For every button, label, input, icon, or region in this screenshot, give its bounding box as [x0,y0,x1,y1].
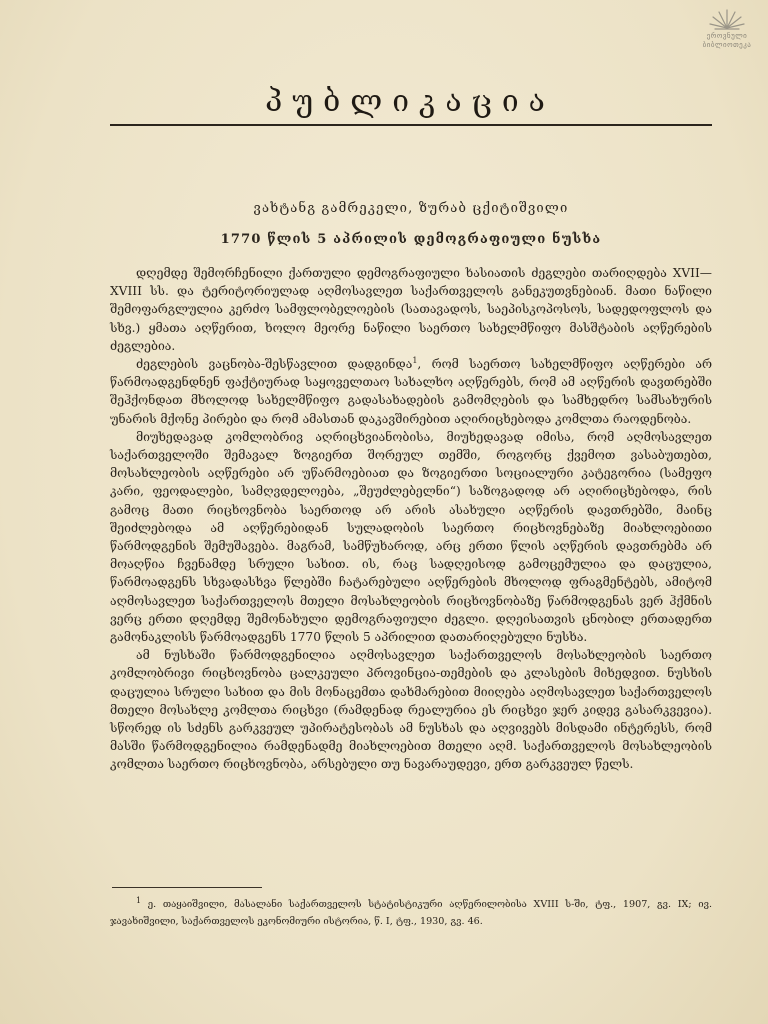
footnote [110,896,712,930]
paragraph-text: ძეგლების ვაცნობა-შესწავლით დადგინდა [136,357,413,372]
paragraph-text: მიუხედავად კომლობრივ აღრიცხვიანობისა, მიუხედავად იმისა, რომ აღმოსავლეთ საქართველოში შემავალ ზოგიერთ შორეულ თემში, როგორც ქვემოთ ვასაბუთებთ, მოსახლეობის აღწერები არ უწარმოებიათ და ზოგიერთი სოციალური კატეგორია (სამეფო კარი, ფეოდალები, სამღვდელოება, „შეუძლებელნი“) საზოგადოდ არ აღირიცხებოდა, რის გამოც მათი რიცხოვნობა საერთოდ არ არის ასახული აღწერის დავთრებში, მაინც შეიძლებოდა ამ აღწერებიდან სულადობის საერთო რიცხოვნებაზე მიახლოებითი წარმოდგენის შემუშავება. მაგრამ, სამწუხაროდ, არც ერთი წლის აღწერის დავთრებმა არ მოაღწია ჩვენამდე სრული სახით. ის, რაც სადღეისოდ გამოცემულია და დაცულია, წარმოადგენს სხვადასხვა წლებში ჩატარებული აღწერების მხოლოდ ფრაგმენტებს, ამიტომ აღმოსავლეთ საქართველოს მთელი მოსახლეობის რიცხოვნობაზე წარმოდგენას ვერ ჰქმნის ვერც ერთი დღემდე შემონახული დემოგრაფიული ძეგლი. დღეისათვის ცნობილ ერთადერთ გამონაკლისს წარმოადგენს 1770 წლის 5 აპრილით დათარიღებული ნუსხა. [110,429,712,645]
section-heading: პუბლიკაცია [265,84,555,119]
stamp-line-2: ბიბლიოთეკა [702,41,752,49]
footnote-text: ე. თაყაიშვილი, მასალანი საქართველოს სტატისტიკური აღწერილობისა XVIII ს-ში, ტფ., 1907, გვ. IX; ივ. ჯავახიშვილი, საქართველოს ეკონომიური ისტორია, წ. I, ტფ., 1930, გვ. 46. [110,899,712,927]
stamp-line-1: ეროვნული [706,32,748,40]
paragraph-text: დღემდე შემორჩენილი ქართული დემოგრაფიული ხასიათის ძეგლები თარიღდება XVII—XVIII სს. და ტერიტორიულად აღმოსავლეთ საქართველოს განეკუთვნებიან. მათი ნაწილი შემოფარგლულია კერძო სამფლობელოების (სათავადოს, საეპისკოპოსოს, სადედოფლოს და სხვ.) ყმათა აღწერით, ხოლო მეორე ნაწილი საერთო სახელმწიფო მასშტაბის აღწერების ძეგლებია. [110,266,712,353]
paragraph-text: , რომ საერთო სახელმწიფო აღწერები არ წარმოადგენდნენ ფაქტიურად საყოველთაო სახალხო აღწერებს, რომ ამ აღწერის დავთრებში შეჰქონდათ მხოლოდ სახელმწიფო გადასახადების გამომღების და სამხედრო სამსახურის უნარის მქონე პირები და რომ ამასთან დაკავშირებით აღირიცხებოდა კომლთა რაოდენობა. [110,357,712,426]
paragraph-2 [110,355,712,428]
heading-divider [110,124,712,126]
library-logo-icon [707,2,747,32]
article-title: 1770 წლის 5 აპრილის დემოგრაფიული ნუსხა [220,232,602,247]
paragraph-text: ამ ნუსხაში წარმოდგენილია აღმოსავლეთ საქართველოს მოსახლეობის საერთო კომლობრივი რიცხოვნობა ცალკეული პროვინცია-თემების და კლასების მიხედვით. ნუსხის დაცულია სრული სახით და მის მონაცემთა დახმარებით მიიღება აღმოსავლეთ საქართველოს მთელი მოსახლე კომლთა რიცხვი (რამდენად რეალურია ეს რიცხვი ჯერ კიდევ გასარკვევია). სწორედ ის სძენს გარკვეულ უპირატესობას ამ ნუსხას და აღვივებს მისდამი ინტერესს, რომ მასში წარმოდგენილია რამდენადმე მიახლოებით მთელი აღმ. საქართველოს მოსახლეობის კომლთა საერთო რიცხოვნობა, არსებული თუ ნავარაუდევი, ერთ გარკვეულ წელს. [110,648,712,772]
library-stamp [694,2,760,56]
paragraph-4 [110,646,712,773]
article-authors: ვახტანგ გამრეკელი, ზურაბ ცქიტიშვილი [253,201,569,216]
paragraph-3 [110,428,712,646]
article-body [110,264,712,774]
footnote-reference[interactable]: 1 [412,355,418,365]
footnote-divider [112,887,262,888]
paragraph-1 [110,264,712,355]
footnote-number: 1 [136,895,142,905]
